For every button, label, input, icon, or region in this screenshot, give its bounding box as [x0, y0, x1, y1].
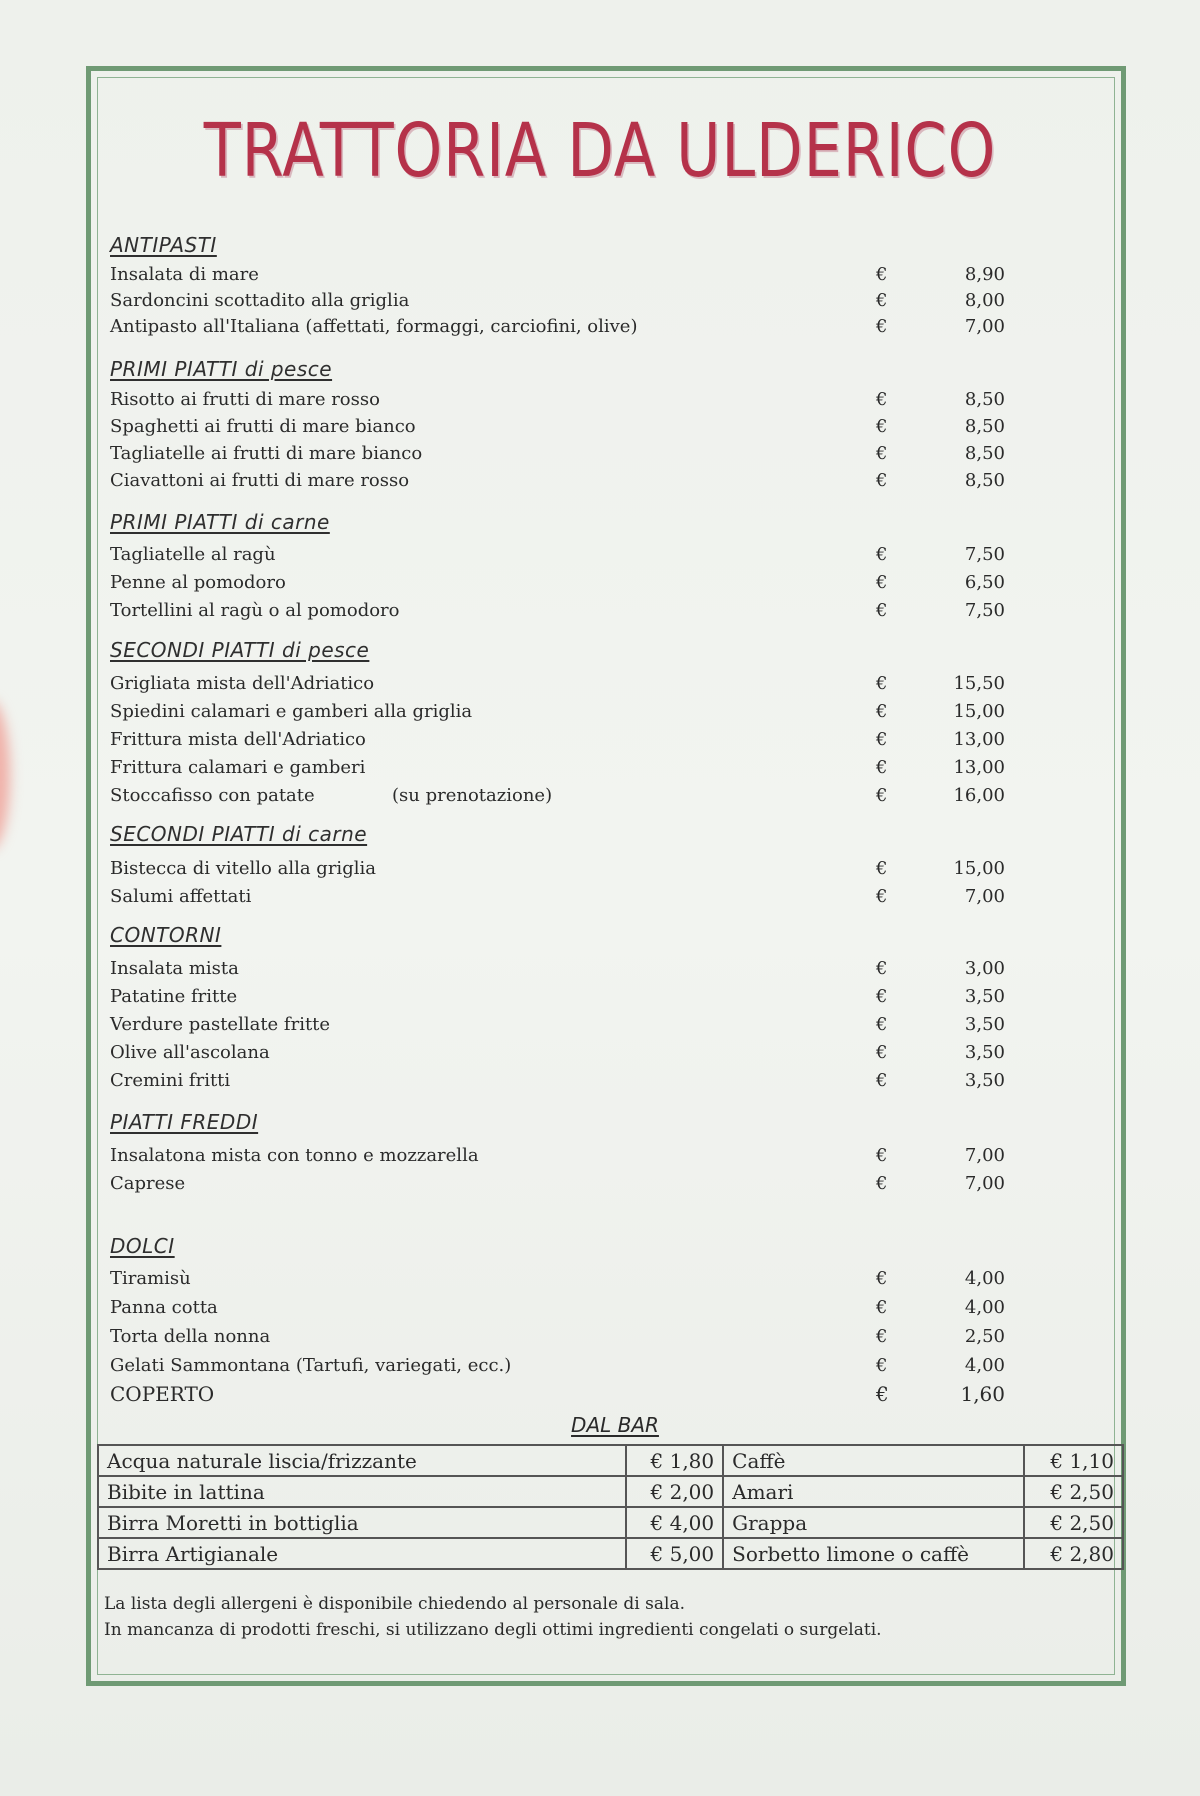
item-currency: €	[876, 1014, 888, 1035]
bar-table	[97, 1444, 1124, 1570]
menu-item	[0, 389, 1200, 415]
item-name: Penne al pomodoro	[110, 572, 286, 593]
item-currency: €	[876, 986, 888, 1007]
item-name: Frittura calamari e gamberi	[110, 757, 366, 778]
section-heading-secondi-pesce: SECONDI PIATTI di pesce	[110, 638, 370, 662]
item-currency: €	[876, 785, 888, 806]
menu-item	[0, 316, 1200, 342]
item-name: Insalata mista	[110, 958, 239, 979]
bar-item-name: Birra Artigianale	[98, 1538, 626, 1569]
item-name: Patatine fritte	[110, 986, 238, 1007]
item-name: Insalatona mista con tonno e mozzarella	[110, 1145, 479, 1166]
item-currency: €	[876, 1297, 888, 1318]
item-currency: €	[876, 1355, 888, 1376]
item-price: 8,90	[964, 264, 1005, 285]
item-currency: €	[876, 701, 888, 722]
item-currency: €	[876, 1145, 888, 1166]
item-name: Tagliatelle ai frutti di mare bianco	[110, 443, 423, 464]
item-currency: €	[876, 1173, 888, 1194]
menu-item	[0, 785, 1200, 811]
item-name: Insalata di mare	[110, 264, 259, 285]
menu-item	[0, 1173, 1200, 1199]
menu-item	[0, 470, 1200, 496]
section-heading-primi-carne: PRIMI PIATTI di carne	[110, 510, 330, 534]
bar-item-price: € 2,80	[1024, 1538, 1123, 1569]
item-price: 6,50	[964, 572, 1005, 593]
item-name: Spaghetti ai frutti di mare bianco	[110, 416, 416, 437]
menu-item	[0, 1042, 1200, 1068]
menu-item	[0, 1014, 1200, 1040]
item-name: Olive all'ascolana	[110, 1042, 270, 1063]
item-currency: €	[876, 1070, 888, 1091]
bar-item-name: Caffè	[723, 1445, 1023, 1476]
item-name: Tiramisù	[110, 1268, 191, 1289]
item-name: Verdure pastellate fritte	[110, 1014, 331, 1035]
item-currency: €	[876, 264, 888, 285]
item-name: Tagliatelle al ragù	[110, 544, 276, 565]
menu-item	[0, 1070, 1200, 1096]
bar-item-price: € 2,00	[626, 1476, 723, 1507]
item-name: Tortellini al ragù o al pomodoro	[110, 600, 400, 621]
item-currency: €	[876, 958, 888, 979]
item-price: 16,00	[953, 785, 1005, 806]
item-price: 7,00	[964, 1145, 1005, 1166]
item-price: 7,00	[964, 886, 1005, 907]
bar-item-price: € 5,00	[626, 1538, 723, 1569]
menu-item	[0, 544, 1200, 570]
menu-item	[0, 701, 1200, 727]
item-price: 13,00	[953, 757, 1005, 778]
table-row	[98, 1445, 1123, 1476]
item-name: Frittura mista dell'Adriatico	[110, 729, 366, 750]
item-price: 4,00	[964, 1268, 1005, 1289]
menu-item	[0, 1268, 1200, 1294]
item-price: 7,00	[964, 316, 1005, 337]
item-price: 8,50	[964, 389, 1005, 410]
item-price: 4,00	[964, 1297, 1005, 1318]
coperto-label: COPERTO	[110, 1382, 215, 1406]
item-name: Salumi affettati	[110, 886, 252, 907]
bar-heading: DAL BAR	[571, 1413, 659, 1437]
item-currency: €	[876, 416, 888, 437]
item-currency: €	[876, 443, 888, 464]
table-row	[98, 1476, 1123, 1507]
item-currency: €	[876, 389, 888, 410]
frozen-note: In mancanza di prodotti freschi, si utilizzano degli ottimi ingredienti congelati o surgelati.	[104, 1620, 882, 1640]
section-heading-antipasti: ANTIPASTI	[110, 233, 217, 257]
item-currency: €	[876, 858, 888, 879]
item-name: Risotto ai frutti di mare rosso	[110, 389, 380, 410]
menu-item	[0, 572, 1200, 598]
menu-item	[0, 1326, 1200, 1352]
item-price: 15,00	[953, 858, 1005, 879]
item-name: Bistecca di vitello alla griglia	[110, 858, 376, 879]
bar-item-price: € 2,50	[1024, 1476, 1123, 1507]
item-price: 3,50	[964, 1070, 1005, 1091]
bar-item-name: Acqua naturale liscia/frizzante	[98, 1445, 626, 1476]
item-currency: €	[876, 1382, 889, 1406]
item-price: 3,50	[964, 986, 1005, 1007]
bar-item-price: € 4,00	[626, 1507, 723, 1538]
menu-item	[0, 673, 1200, 699]
item-name: Sardoncini scottadito alla griglia	[110, 290, 410, 311]
item-currency: €	[876, 729, 888, 750]
coperto-price: 1,60	[960, 1382, 1005, 1406]
item-price: 15,00	[953, 701, 1005, 722]
section-heading-contorni: CONTORNI	[110, 923, 222, 947]
item-currency: €	[876, 886, 888, 907]
bar-item-name: Bibite in lattina	[98, 1476, 626, 1507]
item-price: 4,00	[964, 1355, 1005, 1376]
menu-item	[0, 886, 1200, 912]
restaurant-title: TRATTORIA DA ULDERICO	[203, 108, 997, 194]
item-price: 15,50	[953, 673, 1005, 694]
item-name: Antipasto all'Italiana (affettati, formaggi, carciofini, olive)	[110, 316, 638, 337]
item-currency: €	[876, 1268, 888, 1289]
item-name: Cremini fritti	[110, 1070, 231, 1091]
bar-item-price: € 1,80	[626, 1445, 723, 1476]
footer-notes	[104, 1591, 882, 1643]
menu-item	[0, 264, 1200, 290]
item-price: 8,50	[964, 470, 1005, 491]
item-price: 2,50	[964, 1326, 1005, 1347]
item-currency: €	[876, 600, 888, 621]
menu-item	[0, 729, 1200, 755]
item-currency: €	[876, 1042, 888, 1063]
item-currency: €	[876, 673, 888, 694]
item-currency: €	[876, 470, 888, 491]
menu-item	[0, 858, 1200, 884]
item-name: Ciavattoni ai frutti di mare rosso	[110, 470, 410, 491]
table-row	[98, 1507, 1123, 1538]
item-name: Stoccafisso con patate	[110, 785, 315, 806]
bar-item-name: Amari	[723, 1476, 1023, 1507]
section-heading-dolci: DOLCI	[110, 1234, 175, 1258]
item-price: 7,50	[964, 544, 1005, 565]
bar-item-price: € 2,50	[1024, 1507, 1123, 1538]
item-currency: €	[876, 290, 888, 311]
menu-item	[0, 290, 1200, 316]
item-currency: €	[876, 572, 888, 593]
item-name: Torta della nonna	[110, 1326, 271, 1347]
menu-item	[0, 443, 1200, 469]
table-row	[98, 1538, 1123, 1569]
item-name: Grigliata mista dell'Adriatico	[110, 673, 375, 694]
item-price: 3,50	[964, 1042, 1005, 1063]
menu-item	[0, 757, 1200, 783]
bar-item-name: Sorbetto limone o caffè	[723, 1538, 1023, 1569]
bar-item-price: € 1,10	[1024, 1445, 1123, 1476]
item-price: 8,50	[964, 443, 1005, 464]
item-price: 3,00	[964, 958, 1005, 979]
item-currency: €	[876, 757, 888, 778]
coperto-row	[0, 1382, 1200, 1408]
menu-item	[0, 416, 1200, 442]
menu-item	[0, 1297, 1200, 1323]
item-price: 13,00	[953, 729, 1005, 750]
section-heading-piatti-freddi: PIATTI FREDDI	[110, 1110, 259, 1134]
item-name: Caprese	[110, 1173, 186, 1194]
item-currency: €	[876, 316, 888, 337]
menu-item	[0, 958, 1200, 984]
item-name: Spiedini calamari e gamberi alla griglia	[110, 701, 473, 722]
item-currency: €	[876, 544, 888, 565]
menu-item	[0, 600, 1200, 626]
item-price: 8,00	[964, 290, 1005, 311]
menu-item	[0, 986, 1200, 1012]
bar-item-name: Birra Moretti in bottiglia	[98, 1507, 626, 1538]
allergen-note: La lista degli allergeni è disponibile chiedendo al personale di sala.	[104, 1594, 685, 1614]
section-heading-secondi-carne: SECONDI PIATTI di carne	[110, 822, 368, 846]
menu-item	[0, 1145, 1200, 1171]
item-note: (su prenotazione)	[392, 785, 553, 806]
item-name: Gelati Sammontana (Tartufi, variegati, ecc.)	[110, 1355, 512, 1376]
menu-item	[0, 1355, 1200, 1381]
item-price: 7,00	[964, 1173, 1005, 1194]
bar-item-name: Grappa	[723, 1507, 1023, 1538]
item-name: Panna cotta	[110, 1297, 218, 1318]
item-price: 7,50	[964, 600, 1005, 621]
item-currency: €	[876, 1326, 888, 1347]
section-heading-primi-pesce: PRIMI PIATTI di pesce	[110, 357, 333, 381]
item-price: 3,50	[964, 1014, 1005, 1035]
item-price: 8,50	[964, 416, 1005, 437]
